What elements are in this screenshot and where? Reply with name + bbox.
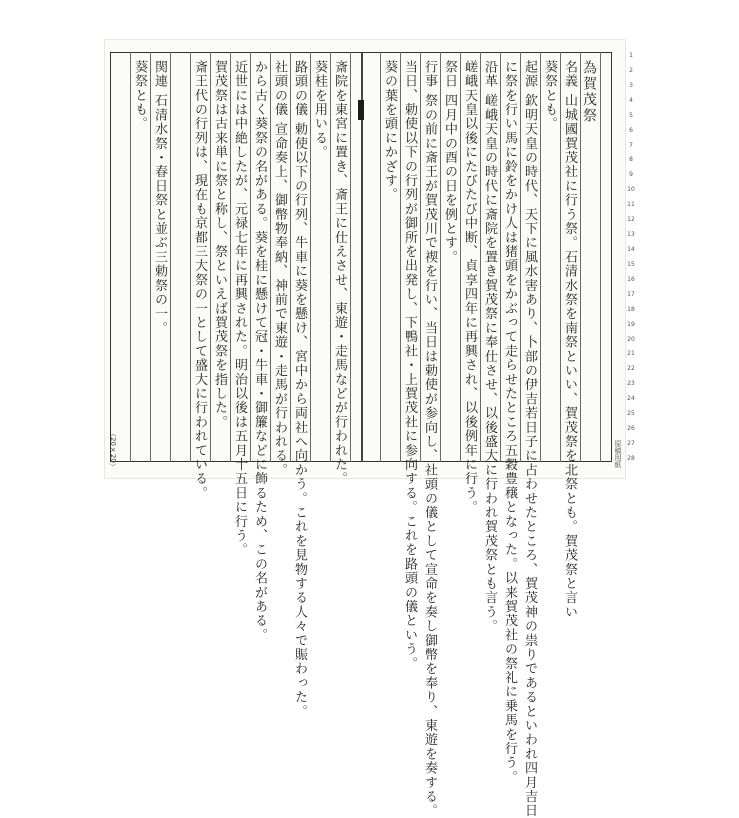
row-number: 25 [627, 410, 635, 418]
row-number: 11 [627, 201, 635, 209]
manuscript-column: 近世には中絶したが、元禄七年に再興された。明治以後は五月十五日に行う。 [232, 60, 247, 557]
column-rule [500, 52, 501, 462]
row-number: 7 [629, 141, 633, 149]
row-number: 6 [629, 126, 633, 134]
row-number: 16 [627, 275, 635, 283]
manuscript-column: 葵の葉を頭にかざす。 [382, 60, 397, 202]
row-number: 9 [629, 171, 633, 179]
row-number: 21 [627, 350, 635, 358]
column-rule [290, 52, 291, 462]
column-rule [540, 52, 541, 462]
column-rule [440, 52, 441, 462]
row-number: 24 [627, 395, 635, 403]
manuscript-column: 賀茂祭は古来単に祭と称し、祭といえば賀茂祭を指した。 [212, 60, 227, 430]
row-number: 23 [627, 380, 635, 388]
row-number: 26 [627, 425, 635, 433]
manuscript-column: 沿革 嵯峨天皇の時代に斎院を置き賀茂祭に奉仕させ、以後盛大に行われ賀茂祭とも言う。 [482, 60, 497, 634]
manuscript-column: 起源 欽明天皇の時代、天下に風水害あり、卜部の伊吉若日子に占わせたところ、賀茂神の祟りであるといわれ四月吉日 [522, 60, 537, 818]
manuscript-column: から古く葵祭の名がある。葵を桂に懸けて冠・牛車・御簾などに飾るため、この名がある。 [252, 60, 267, 643]
manuscript-column: 名義 山城國賀茂社に行う祭。石清水祭を南祭といい、賀茂祭を北祭とも。賀茂祭と言い [562, 60, 577, 620]
row-number: 28 [627, 454, 635, 462]
manuscript-column: に祭を行い馬に鈴をかけ人は猪頭をかぶって走らせたところ五穀豊穣となった。以来賀茂社の祭礼に乗馬を行う。 [502, 60, 517, 785]
manuscript-column: 社頭の儀 宣命奏上、御幣物奉納、神前で東遊・走馬が行われる。 [272, 60, 287, 478]
manuscript-column: 斎王代の行列は、現在も京都三大祭の一として盛大に行われている。 [192, 60, 207, 501]
row-number: 14 [627, 245, 635, 253]
sheet-format-label: （20×20） [109, 430, 117, 470]
column-rule [250, 52, 251, 462]
column-rule [310, 52, 311, 462]
fold-marker [358, 100, 364, 120]
manuscript-title: 為賀茂祭 [581, 60, 597, 124]
column-rule [130, 52, 131, 462]
row-number: 20 [627, 335, 635, 343]
manuscript-column: 斎院を東宮に置き、斎王に仕えさせ、東遊・走馬などが行われた。 [332, 60, 347, 486]
row-number: 13 [627, 231, 635, 239]
column-rule [380, 52, 381, 462]
column-rule [150, 52, 151, 462]
row-number: 4 [629, 96, 633, 104]
sheet-publisher-label: 原稿用紙 [614, 440, 622, 468]
row-number: 5 [629, 111, 633, 119]
row-number: 27 [627, 439, 635, 447]
row-number: 10 [627, 186, 635, 194]
manuscript-column: 関連 石清水祭・春日祭と並ぶ三勅祭の一。 [152, 60, 167, 336]
manuscript-column: 路頭の儀 勅使以下の行列、牛車に葵を懸け、宮中から両社へ向かう。これを見物する人々で賑わった。 [292, 60, 307, 719]
column-rule [190, 52, 191, 462]
column-rule [420, 52, 421, 462]
column-rule [460, 52, 461, 462]
manuscript-column: 当日、勅使以下の行列が御所を出発し、下鴨社・上賀茂社に参向する。これを路頭の儀という。 [402, 60, 417, 671]
row-number: 19 [627, 320, 635, 328]
column-rule [270, 52, 271, 462]
manuscript-column: 行事 祭の前に斎王が賀茂川で禊を行い、当日は勅使が参向し、社頭の儀として宣命を奏し御幣を奉り、東遊を奏する。 [422, 60, 437, 818]
column-rule [560, 52, 561, 462]
row-number: 1 [629, 52, 633, 59]
column-rule [520, 52, 521, 462]
row-number: 3 [629, 81, 633, 89]
column-rule [600, 52, 601, 462]
column-rule [480, 52, 481, 462]
manuscript-column: 嵯峨天皇以後にたびたび中断、貞享四年に再興され、以後例年に行う。 [462, 60, 477, 515]
column-rule [210, 52, 211, 462]
manuscript-column: 祭日 四月中の酉の日を例とす。 [442, 60, 457, 265]
manuscript-column: 葵桂を用いる。 [312, 60, 327, 160]
row-number: 22 [627, 365, 635, 373]
row-number: 12 [627, 216, 635, 224]
column-rule [230, 52, 231, 462]
row-number: 15 [627, 260, 635, 268]
row-number: 8 [629, 156, 633, 164]
column-rule [400, 52, 401, 462]
manuscript-column: 葵祭とも。 [132, 60, 147, 131]
column-rule [170, 52, 171, 462]
row-number-gutter [623, 52, 639, 462]
row-number: 17 [627, 290, 635, 298]
row-number: 18 [627, 305, 635, 313]
column-rule [330, 52, 331, 462]
manuscript-column: 葵祭とも。 [542, 60, 557, 131]
column-rule [350, 52, 351, 462]
row-number: 2 [629, 66, 633, 74]
